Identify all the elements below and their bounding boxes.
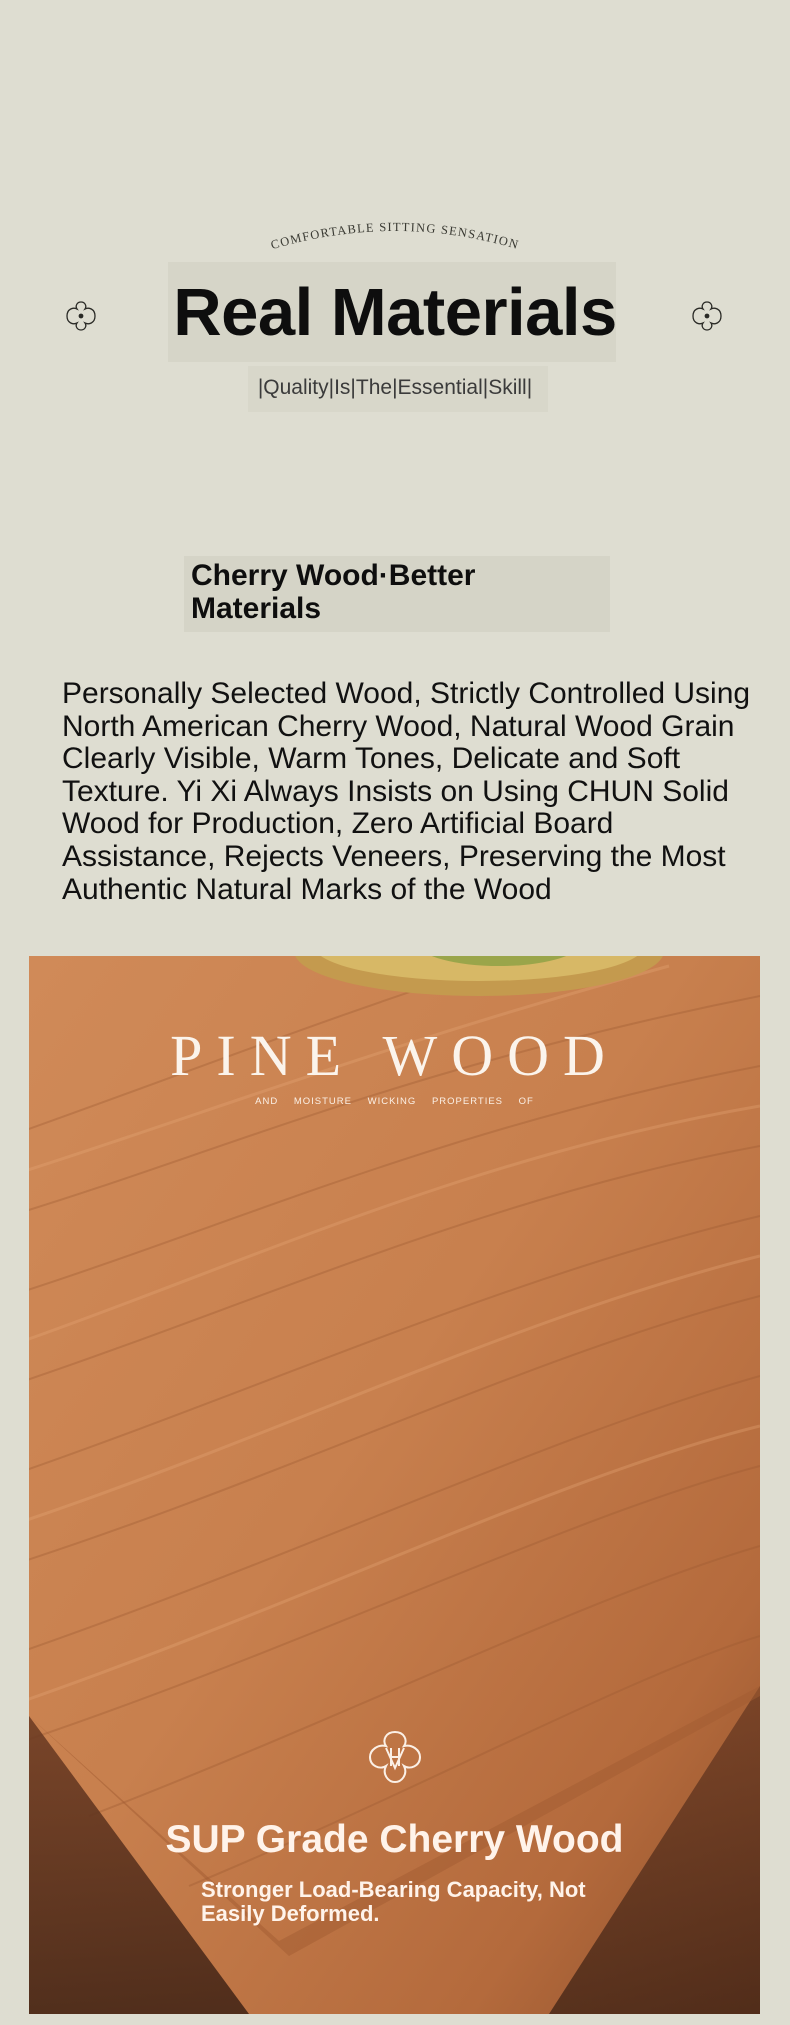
clover-dot-icon: [63, 298, 99, 334]
page-subtitle: |Quality|Is|The|Essential|Skill|: [257, 376, 533, 399]
grade-heading: SUP Grade Cherry Wood: [165, 1818, 624, 1861]
clover-dot-icon: [689, 298, 725, 334]
photo-title: PINE WOOD: [170, 1023, 619, 1088]
wood-photo: [29, 956, 760, 2014]
description-paragraph: Personally Selected Wood, Strictly Controlled Using North American Cherry Wood, Natural Wood Grain Clearly Visible, Warm Tones, Delicate and Soft Texture. Yi Xi Always Insists on Using CHUN Solid Wood for Production, Zero Artificial Board Assistance, Rejects Veneers, Preserving the Most Authentic Natural Marks of the Wood: [62, 677, 751, 906]
photo-tagline: AND MOISTURE WICKING PROPERTIES OF: [255, 1096, 534, 1107]
arc-tagline: [195, 210, 595, 270]
arc-tagline-text: COMFORTABLE SITTING SENSATION: [269, 219, 521, 253]
brand-monogram-icon: [364, 1726, 426, 1788]
page-title: Real Materials: [173, 275, 617, 350]
grade-description: Stronger Load-Bearing Capacity, Not Easily Deformed.: [201, 1877, 586, 1926]
section-heading: Cherry Wood·Better Materials: [191, 559, 476, 625]
